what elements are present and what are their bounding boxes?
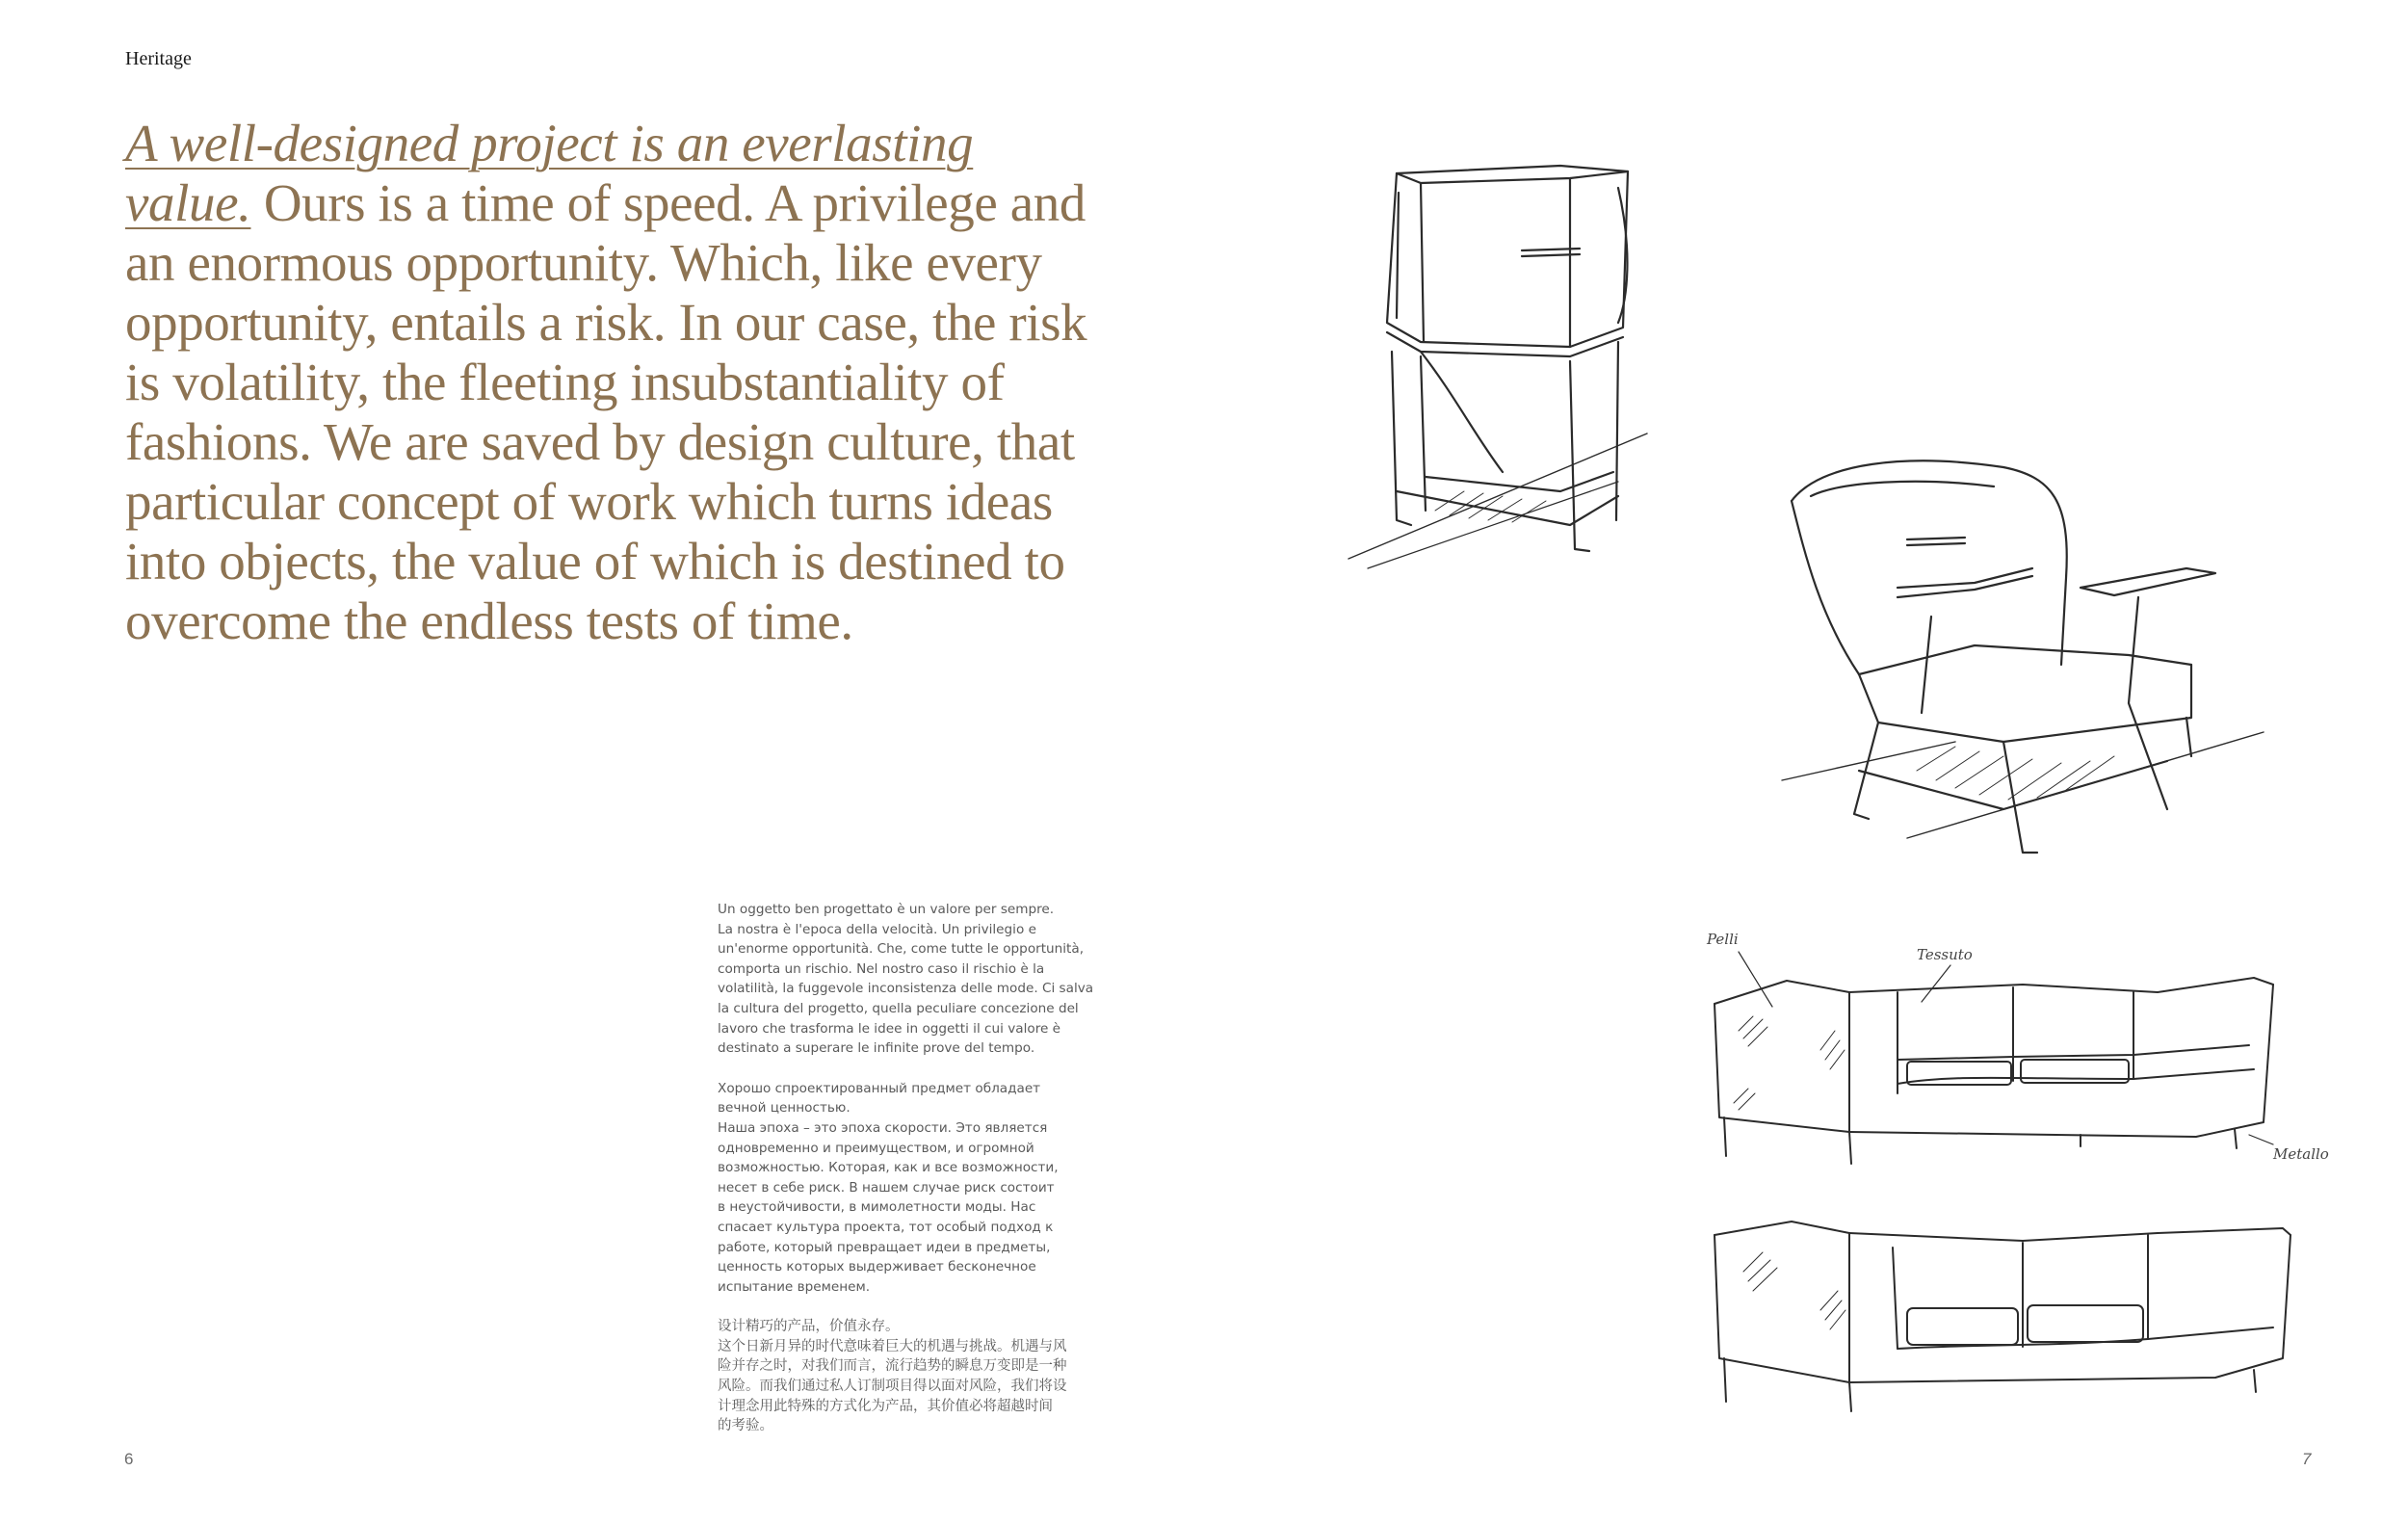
note-fabric: Tessuto: [1917, 946, 1973, 963]
quote-lead: A well-designed project is an everlasting value.: [125, 114, 974, 232]
note-leather: Pelli: [1707, 931, 1739, 948]
quote-body: Ours is a time of speed. A privilege and an enormous opportunity. Which, like every opportunity, entails a risk. In our case, the risk is volatility, the fleeting insubstantiality of fashions. We are saved by design culture, that particular concept of work which turns ideas into objects, the value of which is destined to overcome the endless tests of time.: [125, 173, 1087, 650]
note-metal: Metallo: [2273, 1145, 2329, 1163]
translations-block: [718, 900, 1103, 1457]
page-number-right: 7: [2302, 1450, 2312, 1468]
sketch-side-table: [1329, 145, 1734, 578]
italian-translation: Un oggetto ben progettato è un valore per sempre. La nostra è l'epoca della velocità. Un privilegio e un'enorme opportunità. Che, come tutte le opportunità, comporta un rischio. Nel nostro caso il rischio è la volatilità, la fuggevole inconsistenza delle mode. Ci salva la cultura del progetto, quella peculiare concezione del lavoro che trasforma le idee in oggetti il cui valore è destinato a superare le infinite prove del tempo.: [718, 902, 1094, 1057]
page-number-left: 6: [124, 1450, 134, 1468]
section-label: Heritage: [125, 48, 192, 69]
russian-translation: Хорошо спроектированный предмет обладает вечной ценностью. Наша эпоха – это эпоха скорости. Это является одновременно и преимуществом, и огромной возможностью. Которая, как и все возможности, несет в себе риск. В нашем случае риск состоит в неустойчивости, в мимолетности моды. Нас спасает культура проекта, тот особый подход к работе, который превращает идеи в предметы, ценность которых выдерживает бесконечное испытание временем.: [718, 1080, 1059, 1295]
heritage-quote: [125, 114, 1108, 651]
sketch-sofa-annotated: [1695, 925, 2369, 1175]
chinese-translation: 设计精巧的产品，价值永存。 这个日新月异的时代意味着巨大的机遇与挑战。机遇与风 险并存之时，对我们而言，流行趋势的瞬息万变即是一种 风险。而我们通过私人订制项目得以面对风险，我们将设 计理念用此特殊的方式化为产品，其价值必将超越时间 的考验。: [718, 1319, 1067, 1434]
sketch-sofa-plain: [1705, 1204, 2302, 1416]
sketch-armchair: [1763, 424, 2302, 867]
